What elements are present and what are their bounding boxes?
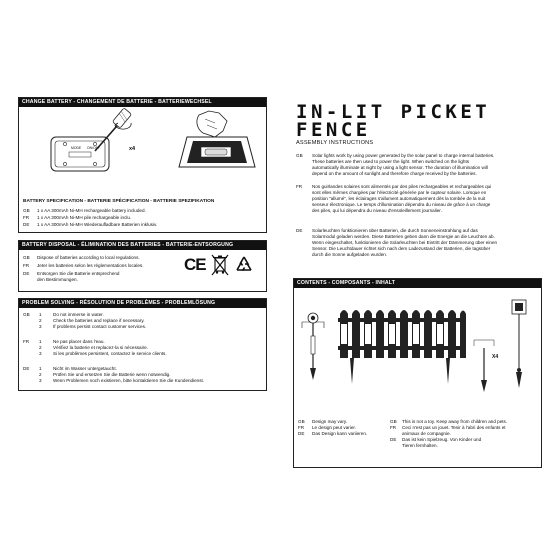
step-number: 1: [39, 312, 42, 317]
change-battery-panel: [18, 97, 267, 233]
lang-code: DE: [296, 228, 303, 233]
instruction-line: These batteries are then used to power the light. When switched on the lights: [312, 159, 470, 164]
instruction-line: Nos guirlandes solaires sont alimentés par des piles rechargeables et rechargeables qui: [312, 184, 492, 189]
instruction-line: Sensor. Die Leuchtdauer richtet sich nach dem Ladezustand der Batterien, die tagsüber: [312, 246, 491, 251]
hand-icon: [197, 111, 227, 137]
disposal-text: Entsorgen Sie die Batterie entsprechend: [37, 271, 120, 276]
step-number: 2: [39, 345, 42, 350]
solar-cap-icon: [512, 300, 526, 388]
contents-illustration: [294, 288, 541, 408]
battery-spec-title: BATTERY SPECIFICATION - BATTERIE SPÉCIFICATION - BATTERIE SPEZIFIKATION: [23, 199, 215, 204]
step-number: 2: [39, 318, 42, 323]
instruction-line: position "allumé", les éclairages s'allument automatiquement dès la tombée de la nuit: [312, 196, 486, 201]
warning-text: Ceci n'est pas un jouet. Tenir à l'abri des enfants et: [402, 425, 506, 430]
step-text: Prüfen Sie und ersetzen Sie die Batterie wenn notwendig.: [53, 372, 171, 377]
switch-label-mode: MODE: [71, 146, 82, 150]
weee-bin-icon: [210, 253, 230, 277]
lang-code: DE: [23, 222, 30, 227]
step-text: Wenn Problemen noch existieren, bitte kontaktieren Sie die Kundendienst.: [53, 378, 205, 383]
lang-code: DE: [390, 437, 397, 442]
lang-code: FR: [296, 184, 303, 189]
ce-mark: CE: [184, 255, 206, 274]
instruction-line: Solarmodul geladen werden. Diese Batterien geben dann die Energie an die Leuchten ab.: [312, 234, 495, 239]
step-number: 3: [39, 351, 42, 356]
switch-label-onoff: ON/OFF: [87, 146, 100, 150]
step-text: Nicht im Wasser untergetaucht.: [53, 366, 117, 371]
design-note-text: Design may vary.: [312, 419, 348, 424]
assembly-subtitle: ASSEMBLY INSTRUCTIONS: [296, 140, 374, 146]
solar-light-unit-icon: [51, 137, 109, 171]
lang-code: FR: [298, 425, 305, 430]
lang-code: DE: [23, 366, 30, 371]
screwdriver-icon: [95, 108, 132, 151]
step-text: If problems persist contact customer services.: [53, 324, 147, 329]
screw-quantity: x4: [129, 146, 136, 152]
battery-replacement-illustration: [19, 107, 266, 187]
contents-quantity: X4: [492, 354, 499, 360]
design-note-text: Le design peut varier.: [312, 425, 356, 430]
disposal-text: Jeter les batteries selon les réglementations locales.: [37, 263, 144, 268]
problem-solving-panel: [18, 298, 267, 391]
lang-code: GB: [23, 312, 30, 317]
instruction-line: Solar lights work by using power generated by the solar panel to charge internal batteries.: [312, 153, 495, 158]
lang-code: FR: [23, 215, 30, 220]
battery-disposal-header: BATTERY DISPOSAL - ÉLIMINATION DES BATTERIES - BATTERIE-ENTSORGUNG: [19, 241, 266, 250]
disposal-text: Dispose of batteries according to local regulations.: [37, 255, 140, 260]
step-text: Si les problèmes persistent, contactez le service clients.: [53, 351, 167, 356]
step-number: 1: [39, 339, 42, 344]
design-note-text: Das Design kann variieren.: [312, 431, 368, 436]
battery-spec-text: 1 x AA 300mAh Ni-MH rechargeable battery included.: [37, 208, 146, 213]
lang-code: FR: [390, 425, 397, 430]
step-text: Ne pas placer dans l'eau.: [53, 339, 105, 344]
instruction-line: depend on the amount of sunlight and therefore charge received by the batteries.: [312, 171, 477, 176]
lang-code: FR: [23, 339, 30, 344]
step-number: 1: [39, 366, 42, 371]
product-title-line1: IN-LIT PICKET: [296, 101, 491, 123]
instruction-line: automatically illuminate at night by using a light sensor. The duration of illumination will: [312, 165, 488, 170]
open-battery-compartment-icon: [179, 137, 255, 167]
warning-text: animaux de compagnie.: [402, 431, 451, 436]
battery-spec-text: 1 x AA 300mAh Ni-MH pile rechargeable inclu.: [37, 215, 132, 220]
stake-light-icon: [302, 313, 324, 380]
step-text: Check the batteries and replace if necessary.: [53, 318, 145, 323]
disposal-text: den Bestimmungen.: [37, 277, 78, 282]
lang-code: DE: [298, 431, 305, 436]
instruction-line: Wenn eingeschaltet, funktionieren die Solarleuchten bei Eintritt der Dämmerung über einen: [312, 240, 498, 245]
recycle-icon: [234, 255, 254, 275]
instruction-line: senseur électronique. Le temps d'illumination dépendra du niveau de grâce à un charge: [312, 202, 491, 207]
lang-code: GB: [23, 208, 30, 213]
lang-code: GB: [23, 255, 30, 260]
step-number: 3: [39, 378, 42, 383]
step-number: 3: [39, 324, 42, 329]
warning-text: This is not a toy. Keep away from children and pets.: [402, 419, 508, 424]
instruction-line: des piles, qui lui dépendra du niveau d'ensoleillement journalier.: [312, 208, 442, 213]
change-battery-header: CHANGE BATTERY - CHANGEMENT DE BATTERIE - BATTERIEWECHSEL: [19, 98, 266, 107]
picket-fence-icon: [338, 310, 466, 384]
ground-stake-icon: [474, 340, 494, 392]
instruction-line: Solarleuchten funktionieren über Batterien, die durch Sonneneinstrahlung auf das: [312, 228, 478, 233]
battery-disposal-panel: [18, 240, 267, 292]
lang-code: FR: [23, 263, 30, 268]
step-text: Vérifiez la batterie et replacez-la si nécessaire.: [53, 345, 148, 350]
instruction-line: durch die Sonne aufgeladen wurden.: [312, 252, 388, 257]
lang-code: DE: [23, 271, 30, 276]
product-title-line2: FENCE: [296, 119, 371, 141]
battery-spec-text: 1 x AA 300mAh Ni-MH Wiederaufladbare Batterien inklusiv.: [37, 222, 158, 227]
problem-solving-header: PROBLEM SOLVING - RÉSOLUTION DE PROBLÈMES - PROBLEMLÖSUNG: [19, 299, 266, 308]
warning-text: Das ist kein Spielzeug. Von Kinder und: [402, 437, 482, 442]
lang-code: GB: [296, 153, 303, 158]
contents-header: CONTENTS - COMPOSANTS - INHALT: [294, 279, 541, 288]
step-number: 2: [39, 372, 42, 377]
lang-code: GB: [298, 419, 305, 424]
lang-code: GB: [390, 419, 397, 424]
step-text: Do not immerse in water.: [53, 312, 104, 317]
contents-panel: [293, 278, 542, 468]
warning-text: Tieren fernhalten.: [402, 443, 438, 448]
instruction-line: sont elles mêmes chargées par l'électricité générée par le capteur solaire. Lorsque en: [312, 190, 487, 195]
